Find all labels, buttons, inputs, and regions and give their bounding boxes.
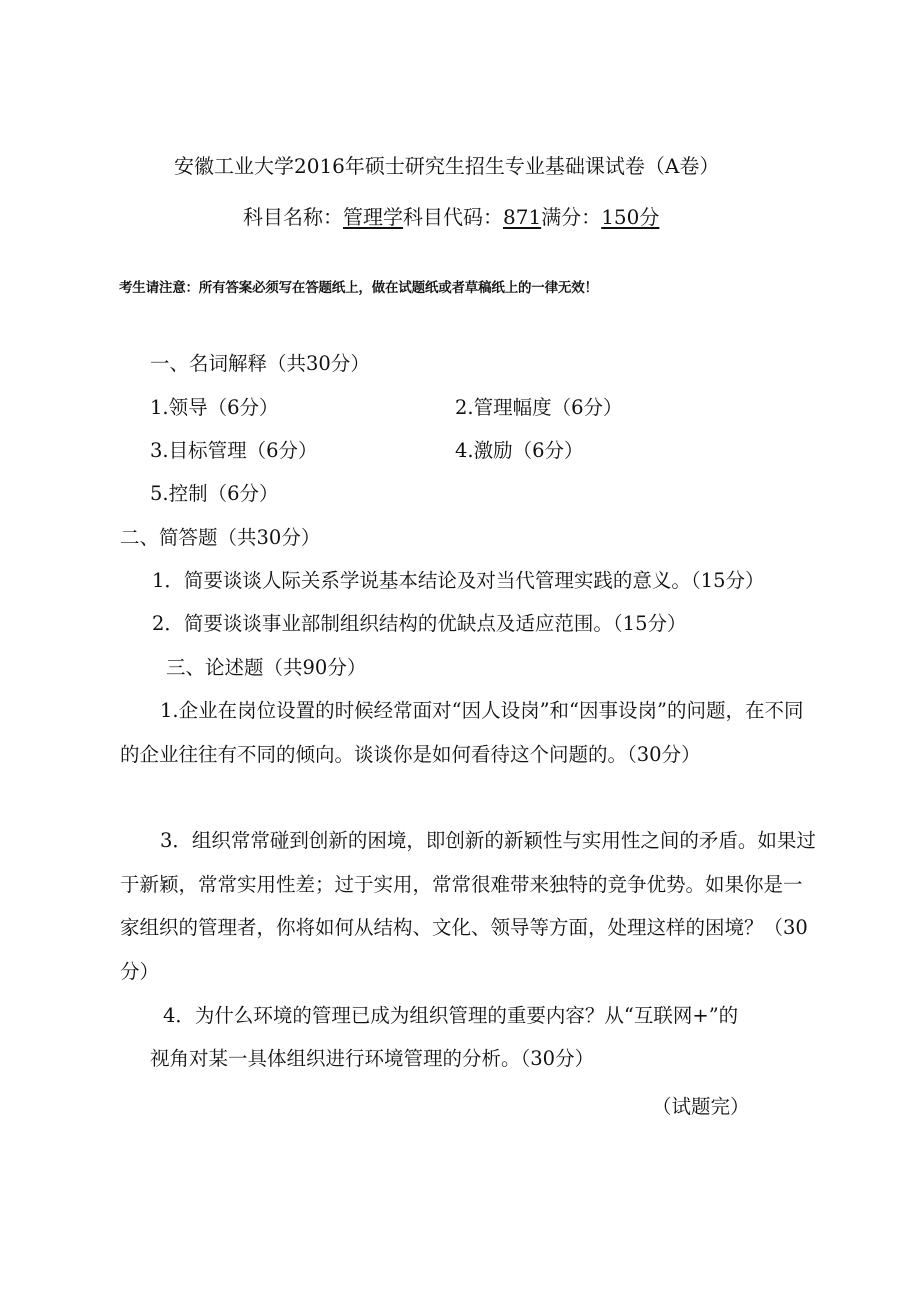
score-value: 150分	[601, 205, 660, 229]
section1-item-4: 4.激励（6分）	[455, 439, 584, 462]
section2-item-2: 2．简要谈谈事业部制组织结构的优缺点及适应范围。（15分）	[152, 612, 687, 635]
section1-item-3: 3.目标管理（6分）	[150, 439, 318, 462]
subject-name: 管理学	[343, 205, 403, 229]
section3-question-1	[120, 689, 820, 776]
code-label: 科目代码：	[403, 205, 503, 229]
section3-question-4-line-1: 4．为什么环境的管理已成为组织管理的重要内容？从“互联网+”的	[163, 1004, 739, 1027]
section2-heading: 二、简答题（共30分）	[120, 526, 321, 549]
score-label: 满分：	[541, 205, 602, 229]
section3-question-4-line-2: 视角对某一具体组织进行环境管理的分析。（30分）	[150, 1047, 595, 1070]
subject-line	[243, 205, 659, 229]
section1-heading: 一、名词解释（共30分）	[150, 352, 370, 375]
section3-question-3	[120, 819, 820, 993]
subject-label: 科目名称：	[243, 205, 343, 229]
section1-item-1: 1.领导（6分）	[150, 396, 279, 419]
section1-item-5: 5.控制（6分）	[150, 482, 279, 505]
section2-item-1: 1．简要谈谈人际关系学说基本结论及对当代管理实践的意义。（15分）	[152, 569, 765, 592]
end-marker: （试题完）	[652, 1095, 750, 1118]
section1-item-2: 2.管理幅度（6分）	[455, 396, 623, 419]
section3-question-3-text: 3．组织常常碰到创新的困境，即创新的新颖性与实用性之间的矛盾。如果过于新颖，常常实用性差；过于实用，常常很难带来独特的竞争优势。如果你是一家组织的管理者，你将如何从结构、文化、领导等方面，处理这样的困境？（30分）	[120, 829, 816, 983]
section3-question-1-text: 1.企业在岗位设置的时候经常面对“因人设岗”和“因事设岗”的问题，在不同的企业往往有不同的倾向。谈谈你是如何看待这个问题的。（30分）	[120, 699, 804, 766]
exam-title: 安徽工业大学2016年硕士研究生招生专业基础课试卷（A卷）	[174, 154, 720, 178]
exam-notice: 考生请注意：所有答案必须写在答题纸上，做在试题纸或者草稿纸上的一律无效！	[119, 280, 598, 296]
code-value: 871	[503, 205, 542, 229]
section3-heading: 三、论述题（共90分）	[166, 656, 367, 679]
